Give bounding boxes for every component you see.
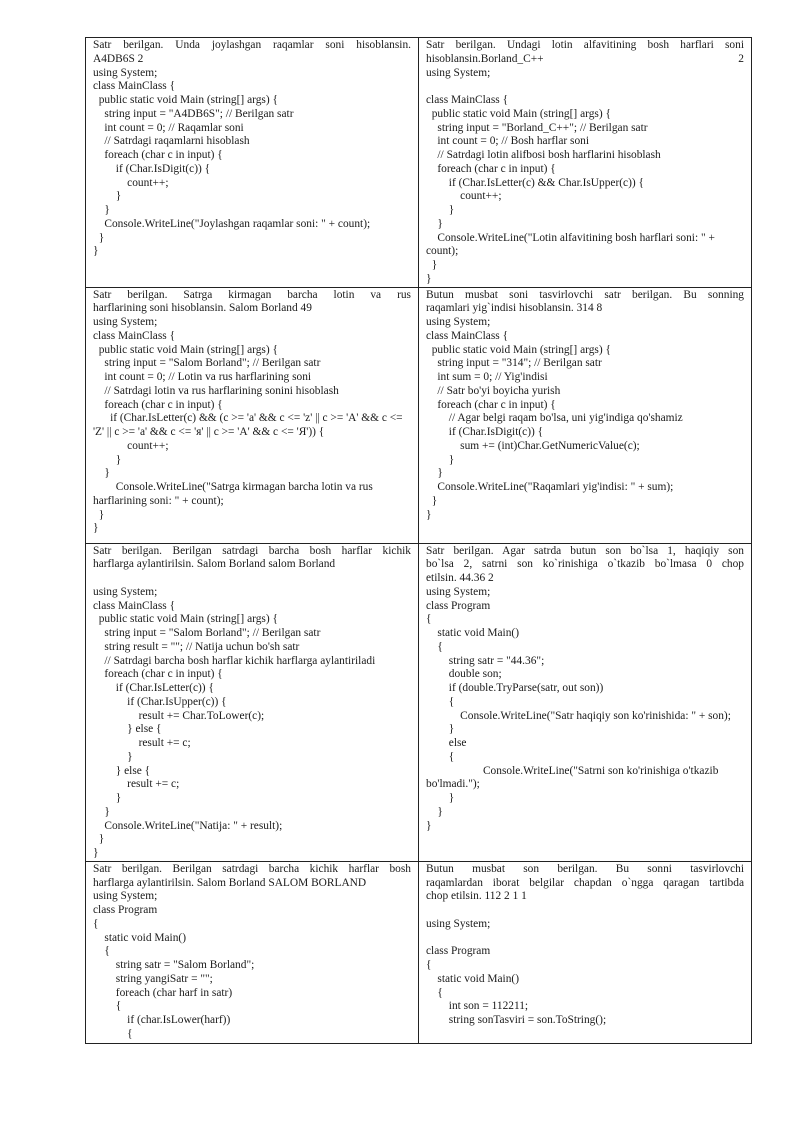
code-line: // Agar belgi raqam bo'lsa, uni yig'indiga qo'shamiz <box>426 412 683 425</box>
cell-2-right <box>419 287 752 543</box>
code-line: } <box>426 217 443 230</box>
code-line: } <box>426 259 438 271</box>
problem-statement-line: Butun musbat soni tasvirlovchi satr berilgan. Bu sonning <box>426 288 744 301</box>
code-line: result += c; <box>93 737 191 749</box>
code-line: Console.WriteLine("Raqamlari yig'indisi: " + sum); <box>426 481 674 493</box>
code-line: } <box>93 245 99 258</box>
code-line: count++; <box>93 176 169 189</box>
code-line: bo'lmadi."); <box>426 778 480 791</box>
problem-statement-line: harflarining soni hisoblansin. Salom Borland 49 <box>93 302 312 315</box>
code-line: } <box>93 522 99 535</box>
code-line: { <box>93 917 99 930</box>
code-line <box>93 572 411 586</box>
code-line: class MainClass { <box>93 599 176 612</box>
code-line: Console.WriteLine("Joylashgan raqamlar soni: " + count); <box>93 217 371 230</box>
problem-statement-line: Satr berilgan. Satrga kirmagan barcha lotin va rus <box>93 288 411 301</box>
code-line: using System; <box>426 66 491 79</box>
code-line: foreach (char c in input) { <box>93 149 223 161</box>
problem-statement-line: Butun musbat son berilgan. Bu sonni tasvirlovchi <box>426 862 744 875</box>
code-line: } <box>93 508 105 521</box>
problem-statement-line <box>426 53 744 67</box>
code-line: count); <box>426 245 459 258</box>
code-line: public static void Main (string[] args) { <box>93 94 278 106</box>
code-line: using System; <box>426 316 491 328</box>
code-line: string yangiSatr = ""; <box>93 972 213 985</box>
code-line: static void Main() <box>426 972 520 985</box>
cell-4-right <box>419 861 752 1043</box>
code-line: string result = ""; // Natija uchun bo'sh satr <box>93 640 300 653</box>
code-line: } <box>426 508 432 521</box>
code-line: if (Char.IsLetter(c) && (c >= 'a' && c <= 'z' || c >= 'A' && c <= <box>93 412 403 425</box>
cell-2-left <box>86 287 419 543</box>
code-line: using System; <box>93 585 158 598</box>
cell-4-left <box>86 861 419 1043</box>
code-line: public static void Main (string[] args) { <box>426 343 611 356</box>
problem-example-output: 2 <box>738 52 744 65</box>
code-line: { <box>93 945 110 958</box>
code-line: } <box>426 272 432 285</box>
code-line: } <box>93 453 122 466</box>
code-line: // Satrdagi lotin alifbosi bosh harflarini hisoblash <box>426 149 661 161</box>
code-line: using System; <box>93 66 158 79</box>
code-line: int count = 0; // Lotin va rus harflarining soni <box>93 371 312 383</box>
code-line: string input = "Salom Borland"; // Berilgan satr <box>93 627 321 639</box>
code-line: int count = 0; // Bosh harflar soni <box>426 135 590 148</box>
code-line: } <box>93 833 105 846</box>
code-line <box>426 932 744 946</box>
code-line: string satr = "44.36"; <box>426 654 545 667</box>
code-line: using System; <box>93 890 158 903</box>
problem-statement-line: Satr berilgan. Berilgan satrdagi barcha kichik harflar bosh <box>93 862 411 875</box>
problem-example-input: hisoblansin.Borland_C++ <box>426 52 544 65</box>
code-line: Console.WriteLine("Satrga kirmagan barcha lotin va rus <box>93 481 373 493</box>
problem-statement-line: bo`lsa 2, satrni son ko`rinishiga o`tkazib bo`lmasa 0 chop <box>426 558 744 571</box>
code-line: string satr = "Salom Borland"; <box>93 959 255 971</box>
code-line: // Satrdagi raqamlarni hisoblash <box>93 135 250 148</box>
code-line: } <box>93 750 133 763</box>
code-line: if (Char.IsLetter(c) && Char.IsUpper(c)) { <box>426 176 645 189</box>
code-line: { <box>93 1027 133 1040</box>
code-line: foreach (char c in input) { <box>426 162 556 175</box>
code-line: } <box>93 847 99 859</box>
code-line: if (Char.IsDigit(c)) { <box>93 162 211 175</box>
cell-1-right <box>419 38 752 288</box>
code-line: foreach (char c in input) { <box>93 398 223 411</box>
code-line: if (Char.IsLetter(c)) { <box>93 682 214 694</box>
code-line: count++; <box>426 190 502 203</box>
code-line: foreach (char harf in satr) <box>93 986 233 999</box>
code-line: } <box>426 792 455 804</box>
code-line: } <box>426 467 443 480</box>
code-line <box>426 80 744 94</box>
code-line: if (Char.IsUpper(c)) { <box>93 695 227 708</box>
code-line: class Program <box>426 945 491 958</box>
code-line: string input = "A4DB6S"; // Berilgan satr <box>93 107 294 120</box>
code-line: { <box>426 986 443 999</box>
code-line: result += c; <box>93 778 180 791</box>
code-line: count++; <box>93 439 169 452</box>
cell-3-left <box>86 543 419 861</box>
code-line: } <box>93 190 122 203</box>
code-line: } <box>426 494 438 507</box>
code-line: } else { <box>93 764 151 777</box>
code-line: class MainClass { <box>426 94 509 106</box>
code-line: Console.WriteLine("Satrni son ko'rinishiga o'tkazib <box>426 764 719 777</box>
code-line: } <box>426 453 455 466</box>
code-line: Console.WriteLine("Satr haqiqiy son ko'rinishida: " + son); <box>426 709 731 722</box>
code-line: } <box>426 805 443 818</box>
code-line: { <box>426 959 432 971</box>
code-line: int sum = 0; // Yig'indisi <box>426 371 548 383</box>
cell-3-right <box>419 543 752 861</box>
problem-statement-line: Satr berilgan. Berilgan satrdagi barcha bosh harflar kichik <box>93 544 411 557</box>
code-line: } <box>93 467 110 480</box>
code-line: } <box>426 819 432 832</box>
code-line: Console.WriteLine("Natija: " + result); <box>93 819 283 832</box>
code-line: Console.WriteLine("Lotin alfavitining bosh harflari soni: " + <box>426 231 715 244</box>
code-line: class Program <box>93 904 158 916</box>
code-line: double son; <box>426 668 502 681</box>
code-line: // Satr bo'yi boyicha yurish <box>426 384 561 397</box>
code-line: class MainClass { <box>93 329 176 342</box>
problem-statement-line: raqamlardan iborat belgilar chapdan o`ngga qaragan tartibda <box>426 876 744 889</box>
problem-statement-line: etilsin. 44.36 2 <box>426 572 494 584</box>
code-line: { <box>426 640 443 653</box>
code-line: } <box>426 204 455 216</box>
problem-statement-line: A4DB6S 2 <box>93 52 144 65</box>
code-line: class MainClass { <box>93 80 176 93</box>
code-line: foreach (char c in input) { <box>93 668 223 681</box>
exercise-table <box>85 37 752 1044</box>
code-line: string input = "Borland_C++"; // Berilgan satr <box>426 121 648 134</box>
code-line: if (Char.IsDigit(c)) { <box>426 426 544 438</box>
code-line: if (double.TryParse(satr, out son)) <box>426 682 604 694</box>
code-line: foreach (char c in input) { <box>426 398 556 411</box>
code-line: { <box>426 695 455 708</box>
problem-statement-line: Satr berilgan. Undagi lotin alfavitining bosh harflari soni <box>426 39 744 51</box>
code-line: using System; <box>426 585 491 598</box>
code-line: result += Char.ToLower(c); <box>93 709 265 722</box>
code-line: class Program <box>426 599 491 612</box>
problem-statement-line: Satr berilgan. Unda joylashgan raqamlar soni hisoblansin. <box>93 39 411 51</box>
code-line: class MainClass { <box>426 329 509 342</box>
problem-statement-line: harflarga aylantirilsin. Salom Borland SALOM BORLAND <box>93 876 367 889</box>
code-line: static void Main() <box>93 931 187 944</box>
code-line: } <box>93 792 122 804</box>
code-line: harflarining soni: " + count); <box>93 494 224 507</box>
code-line: public static void Main (string[] args) { <box>426 107 611 120</box>
problem-statement-line: harflarga aylantirilsin. Salom Borland salom Borland <box>93 558 336 571</box>
code-line: else <box>426 737 467 749</box>
code-line <box>426 904 744 918</box>
code-line: } <box>93 204 110 216</box>
code-line: public static void Main (string[] args) { <box>93 613 278 626</box>
code-line: { <box>426 750 455 763</box>
code-line: { <box>93 1000 122 1013</box>
code-line: public static void Main (string[] args) { <box>93 343 278 356</box>
code-line: int count = 0; // Raqamlar soni <box>93 121 244 134</box>
code-line: } <box>426 723 455 736</box>
problem-statement-line: chop etilsin. 112 2 1 1 <box>426 890 527 903</box>
code-line: string input = "Salom Borland"; // Berilgan satr <box>93 357 321 370</box>
code-line: sum += (int)Char.GetNumericValue(c); <box>426 439 640 452</box>
code-line: } else { <box>93 723 162 736</box>
code-line: 'Z' || c >= 'а' && c <= 'я' || c >= 'А' && c <= 'Я')) { <box>93 426 325 438</box>
code-line: static void Main() <box>426 627 520 639</box>
code-line: // Satrdagi lotin va rus harflarining sonini hisoblash <box>93 384 339 397</box>
problem-statement-line: raqamlari yig`indisi hisoblansin. 314 8 <box>426 302 603 315</box>
code-line: using System; <box>93 316 158 328</box>
code-line: int son = 112211; <box>426 1000 529 1013</box>
code-line: using System; <box>426 917 491 930</box>
problem-statement-line: Satr berilgan. Agar satrda butun son bo`lsa 1, haqiqiy son <box>426 544 744 557</box>
cell-1-left <box>86 38 419 288</box>
code-line: string input = "314"; // Berilgan satr <box>426 357 602 370</box>
code-line: string sonTasviri = son.ToString(); <box>426 1014 607 1026</box>
code-line: if (char.IsLower(harf)) <box>93 1014 231 1026</box>
code-line: // Satrdagi barcha bosh harflar kichik harflarga aylantiriladi <box>93 654 376 667</box>
code-line: } <box>93 231 105 244</box>
code-line: } <box>93 805 110 818</box>
code-line: { <box>426 613 432 626</box>
